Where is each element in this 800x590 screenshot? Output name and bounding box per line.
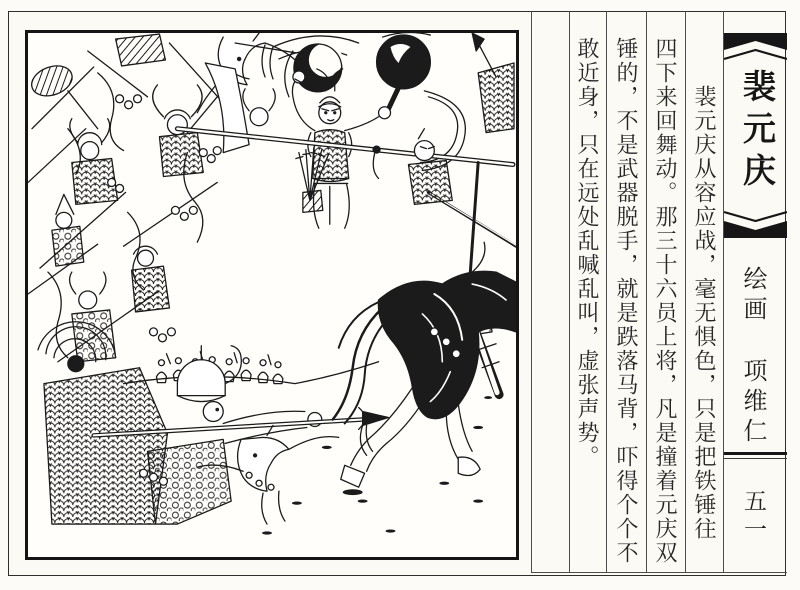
text-panel-bottom-rule bbox=[531, 572, 787, 573]
crowd-left bbox=[28, 34, 223, 362]
battle-illustration bbox=[28, 33, 516, 557]
artist-credit: 绘画 项维仁 bbox=[739, 266, 765, 448]
illustration-frame bbox=[25, 30, 519, 560]
distant-soldiers bbox=[124, 352, 379, 384]
column-rule bbox=[569, 11, 570, 572]
black-horse bbox=[333, 271, 516, 495]
column-rule bbox=[606, 11, 607, 572]
story-column-1: 裴元庆从容应战，毫无惧色，只是把铁锤往 bbox=[692, 85, 717, 541]
story-column-4: 敢近身，只在远处乱喊乱叫，虚张声势。 bbox=[575, 37, 600, 469]
divider-rule-thick bbox=[724, 452, 787, 455]
story-column-3: 锤的，不是武器脱手，就是跌落马背，吓得个个不 bbox=[614, 37, 639, 565]
page-number: 五一 bbox=[741, 489, 766, 545]
title-banner bbox=[724, 33, 787, 238]
column-rule bbox=[685, 11, 686, 572]
story-column-2: 四下来回舞动。那三十六员上将，凡是撞着元庆双 bbox=[653, 37, 678, 565]
chapter-title: 裴元庆 bbox=[738, 69, 774, 195]
column-rule bbox=[646, 11, 647, 572]
divider-rule-thin bbox=[724, 458, 787, 459]
column-rule bbox=[531, 11, 532, 572]
